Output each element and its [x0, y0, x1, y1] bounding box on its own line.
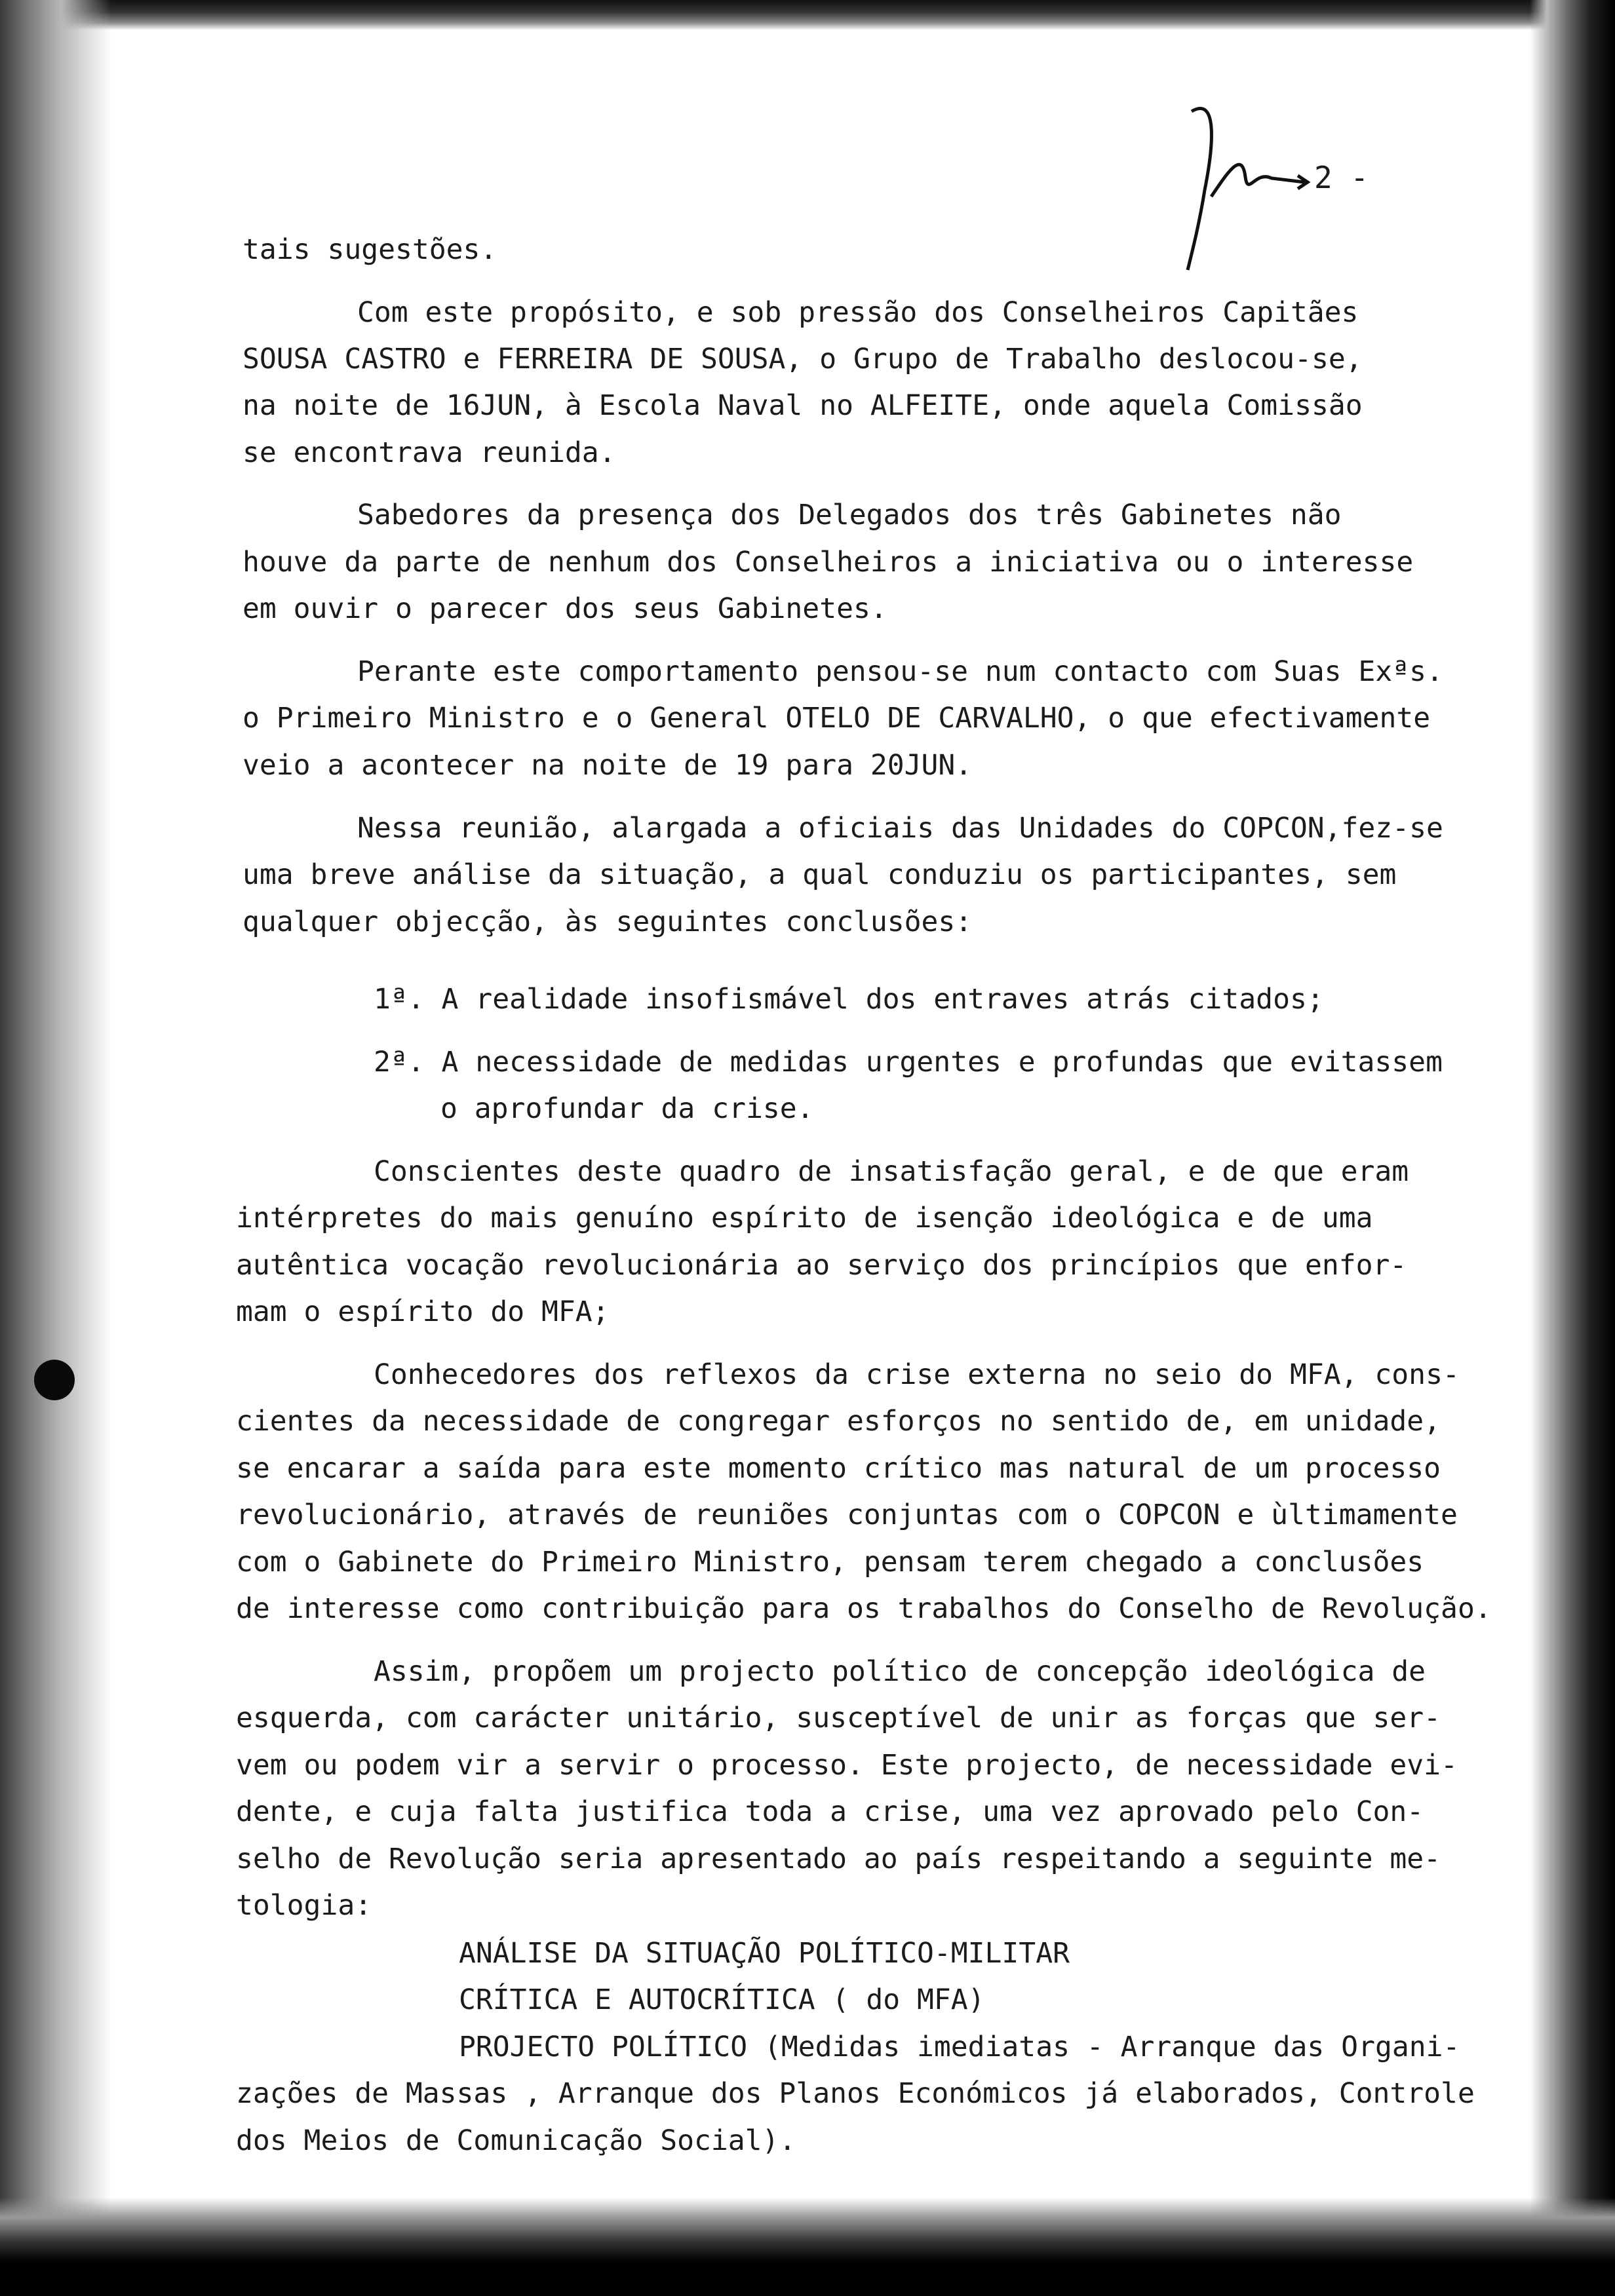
list-item-1: 1ª. A realidade insofismável dos entraves atrás citados; [374, 983, 1324, 1016]
text-line: Conhecedores dos reflexos da crise externa no seio do MFA, cons- [374, 1358, 1460, 1391]
scan-edge-bottom [0, 2198, 1615, 2296]
text-line: em ouvir o parecer dos seus Gabinetes. [243, 592, 887, 625]
text-line: o Primeiro Ministro e o General OTELO DE CARVALHO, o que efectivamente [243, 702, 1431, 735]
list-item-2: 2ª. A necessidade de medidas urgentes e profundas que evitassem [374, 1046, 1443, 1079]
scan-edge-right [1530, 0, 1615, 2296]
text-line: de interesse como contribuição para os trabalhos do Conselho de Revolução. [236, 1592, 1492, 1625]
handwritten-mark [1173, 98, 1311, 282]
section-line: CRÍTICA E AUTOCRÍTICA ( do MFA) [459, 1983, 985, 2016]
text-line: uma breve análise da situação, a qual conduziu os participantes, sem [243, 858, 1397, 891]
text-line: com o Gabinete do Primeiro Ministro, pensam terem chegado a conclusões [236, 1546, 1424, 1578]
text-line: houve da parte de nenhum dos Conselheiros a iniciativa ou o interesse [243, 546, 1414, 579]
text-line: tais sugestões. [243, 233, 497, 266]
text-line: qualquer objecção, às seguintes conclusões: [243, 906, 973, 938]
page-number: 2 - [1314, 160, 1369, 195]
text-line: dente, e cuja falta justifica toda a crise, uma vez aprovado pelo Con- [236, 1795, 1424, 1828]
text-line: na noite de 16JUN, à Escola Naval no ALFEITE, onde aquela Comissão [243, 389, 1363, 422]
scan-edge-left [0, 0, 111, 2296]
text-line: Assim, propõem um projecto político de concepção ideológica de [374, 1655, 1426, 1688]
text-line: zações de Massas , Arranque dos Planos Económicos já elaborados, Controle [236, 2077, 1475, 2110]
text-line: veio a acontecer na noite de 19 para 20JUN. [243, 749, 973, 782]
text-line: Conscientes deste quadro de insatisfação geral, e de que eram [374, 1155, 1409, 1188]
text-line: Sabedores da presença dos Delegados dos três Gabinetes não [357, 499, 1342, 531]
text-line: SOUSA CASTRO e FERREIRA DE SOUSA, o Grupo de Trabalho deslocou-se, [243, 343, 1363, 375]
text-line: intérpretes do mais genuíno espírito de isenção ideológica e de uma [236, 1202, 1373, 1234]
scan-edge-top [0, 0, 1615, 30]
text-line: cientes da necessidade de congregar esforços no sentido de, em unidade, [236, 1405, 1441, 1438]
text-line: tologia: [236, 1889, 372, 1922]
text-line: Perante este comportamento pensou-se num contacto com Suas Exªs. [357, 655, 1443, 688]
text-line: se encarar a saída para este momento crítico mas natural de um processo [236, 1452, 1441, 1485]
text-line: vem ou podem vir a servir o processo. Este projecto, de necessidade evi- [236, 1749, 1458, 1782]
section-line: ANÁLISE DA SITUAÇÃO POLÍTICO-MILITAR [459, 1937, 1070, 1970]
text-line: revolucionário, através de reuniões conjuntas com o COPCON e ùltimamente [236, 1499, 1458, 1531]
text-line: dos Meios de Comunicação Social). [236, 2124, 796, 2157]
text-line: autêntica vocação revolucionária ao serviço dos princípios que enfor- [236, 1249, 1407, 1282]
text-line: Nessa reunião, alargada a oficiais das Unidades do COPCON,fez-se [357, 812, 1443, 845]
text-line: mam o espírito do MFA; [236, 1295, 610, 1328]
text-line: se encontrava reunida. [243, 436, 616, 469]
text-line: Com este propósito, e sob pressão dos Conselheiros Capitães [357, 296, 1359, 329]
list-item-2-cont: o aprofundar da crise. [440, 1092, 814, 1125]
punch-hole [34, 1360, 75, 1400]
text-line: esquerda, com carácter unitário, susceptível de unir as forças que ser- [236, 1702, 1441, 1734]
section-line: PROJECTO POLÍTICO (Medidas imediatas - Arranque das Organi- [459, 2031, 1460, 2063]
text-line: selho de Revolução seria apresentado ao país respeitando a seguinte me- [236, 1843, 1441, 1875]
